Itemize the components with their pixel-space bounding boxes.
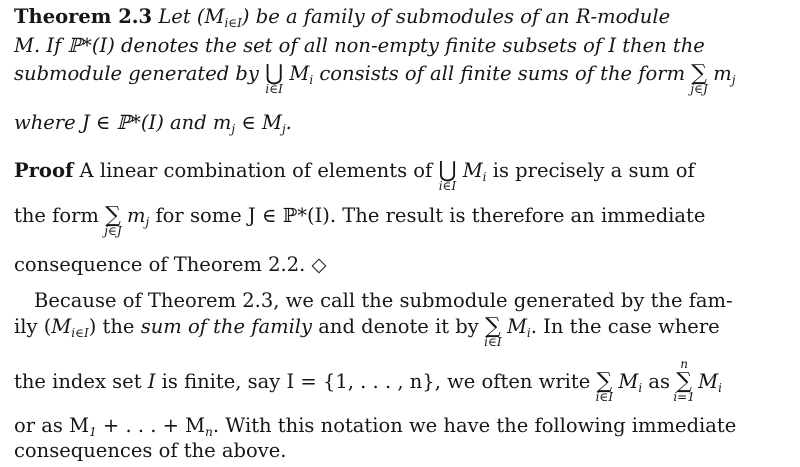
theorem-line-3: submodule generated by ⋃ i∈I $M_i$ consists of all finite sums of the form ∑ j∈J $m_j$	[14, 61, 736, 96]
para-line-1: Because of Theorem 2.3, we call the submodule generated by the fam-	[34, 289, 733, 312]
proof-label: Proof	[14, 159, 74, 182]
proof-line-3: consequence of Theorem 2.2. ◇	[14, 253, 327, 276]
union-operator: ⋃ i∈I	[438, 158, 457, 193]
para-line-4: or as $M_1$ + . . . + $M_n$. With this notation we have the following immediate	[14, 414, 737, 439]
theorem-line-2: M. If ℙ*(I) denotes the set of all non-empty finite subsets of I then the	[14, 34, 705, 57]
sum-operator: ∑ i∈I	[484, 314, 502, 349]
para-line-2: ily $(M_{i\in I})$ the sum of the family and denote it by ∑ i∈I $M_i$. In the case where	[14, 314, 720, 349]
theorem-line-4: where J ∈ ℙ*(I) and $m_j$ ∈ $M_j$.	[14, 111, 292, 136]
theorem-text: Let $(M_{i\in I})$ be a family of submodules of an R-module	[158, 5, 671, 30]
qed-symbol: ◇	[311, 253, 327, 276]
sum-operator-bounded: n ∑ i=1	[673, 357, 695, 404]
theorem-line-1	[14, 6, 670, 34]
sum-operator: ∑ i∈I	[595, 369, 614, 404]
proof-line-2: the form ∑ j∈J $m_j$ for some J ∈ ℙ*(I). The result is therefore an immediate	[14, 203, 706, 238]
sum-operator: ∑ j∈J	[104, 203, 122, 238]
para-line-5: consequences of the above.	[14, 439, 287, 462]
para-line-3: the index set I is finite, say I = {1, . . . , n}, we often write ∑ i∈I $M_i$ as n ∑ i=1 $M_i$	[14, 357, 722, 404]
theorem-label: Theorem 2.3	[14, 5, 153, 28]
proof-line-1: Proof A linear combination of elements of ⋃ i∈I $M_i$ is precisely a sum of	[14, 158, 695, 193]
union-operator: ⋃ i∈I	[265, 61, 284, 96]
sum-operator: ∑ j∈J	[690, 61, 708, 96]
sum-of-family-term: sum of the family	[140, 315, 313, 338]
